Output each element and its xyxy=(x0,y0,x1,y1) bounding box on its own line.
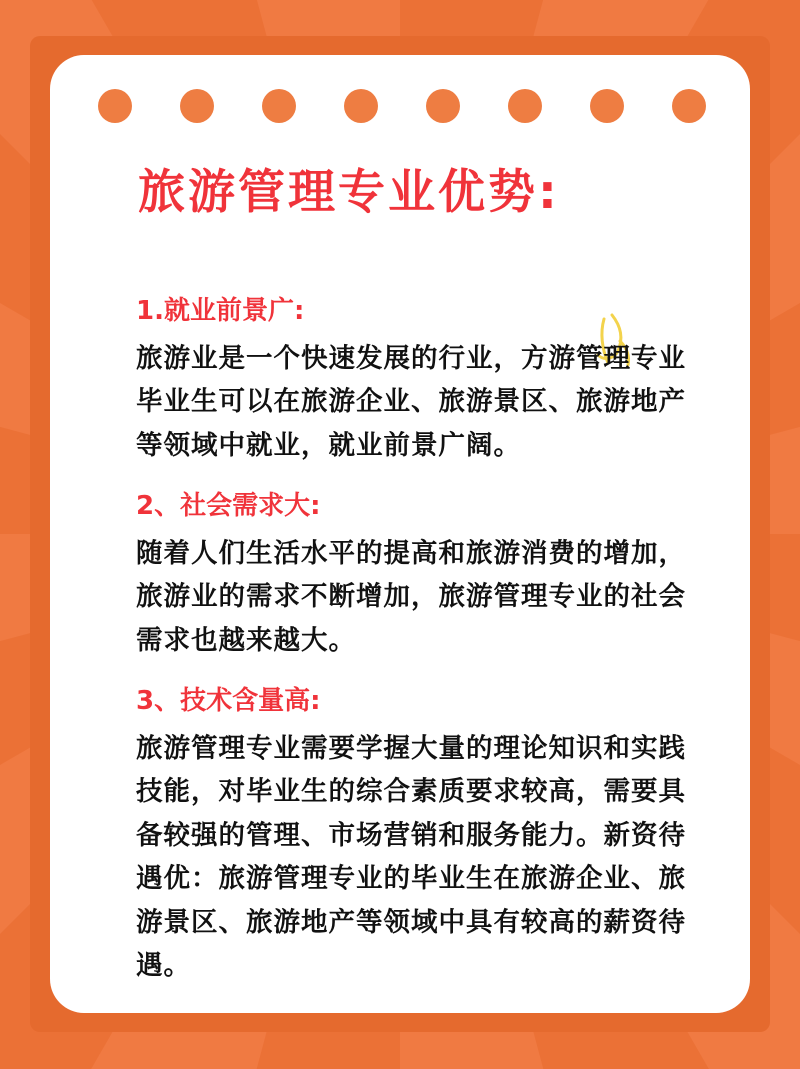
binder-dot xyxy=(180,89,214,123)
section-employment xyxy=(136,295,696,467)
section-heading: 1.就业前景广: xyxy=(136,296,305,326)
section-heading: 3、技术含量高: xyxy=(136,686,321,716)
binder-dot xyxy=(98,89,132,123)
binder-dot xyxy=(590,89,624,123)
binder-dot xyxy=(262,89,296,123)
binder-dot xyxy=(344,89,378,123)
binder-dot xyxy=(508,89,542,123)
binder-dot xyxy=(426,89,460,123)
section-social-demand xyxy=(136,490,696,662)
binder-dots xyxy=(98,89,706,123)
section-body: 旅游业是一个快速发展的行业，方游管理专业毕业生可以在旅游企业、旅游景区、旅游地产等领域中就业，就业前景广阔。 xyxy=(136,342,686,461)
section-body: 随着人们生活水平的提高和旅游消费的增加，旅游业的需求不断增加，旅游管理专业的社会需求也越来越大。 xyxy=(136,537,686,656)
section-heading: 2、社会需求大: xyxy=(136,491,321,521)
binder-dot xyxy=(672,89,706,123)
content-card xyxy=(50,55,750,1013)
section-body: 旅游管理专业需要学握大量的理论知识和实践技能，对毕业生的综合素质要求较高，需要具备较强的管理、市场营销和服务能力。新资待遇优：旅游管理专业的毕业生在旅游企业、旅游景区、旅游地产等领域中具有较高的薪资待遇。 xyxy=(136,732,686,982)
section-technical xyxy=(136,685,696,988)
page-title: 旅游管理专业优势: xyxy=(138,165,560,220)
